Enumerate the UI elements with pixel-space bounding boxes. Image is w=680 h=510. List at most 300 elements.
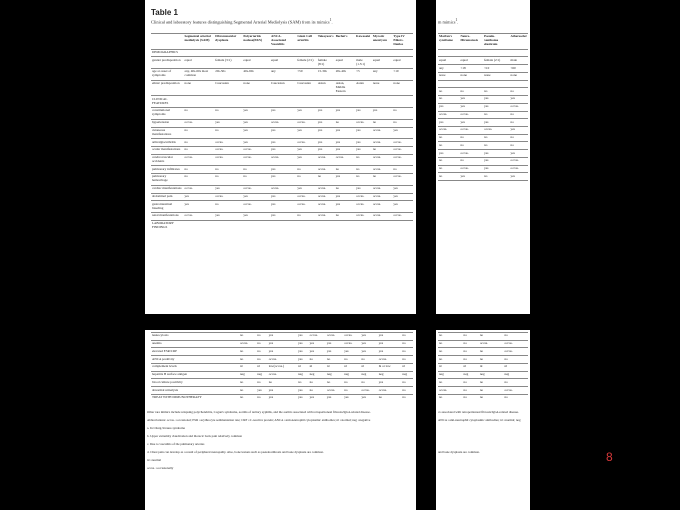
table-cell: yes: [378, 333, 402, 341]
table-cell: occas.: [296, 119, 317, 127]
table-row: [151, 119, 413, 127]
table-row: [151, 394, 413, 401]
table-cell: [438, 80, 460, 88]
footnote-line: and bone dysplasia are common.: [438, 450, 480, 454]
row-label: ocular manifestations: [151, 146, 184, 154]
table-cell: no: [510, 88, 528, 96]
table-cell: no: [438, 96, 460, 104]
table-cell: occas.: [360, 387, 377, 395]
table-cell: [270, 220, 296, 231]
table-cell: no: [463, 333, 479, 341]
table-title: Table 1: [151, 8, 178, 17]
table-row: [151, 166, 413, 174]
table-cell: occas.: [343, 333, 360, 341]
table-cell: occas.: [343, 340, 360, 348]
table-cell: [460, 49, 484, 57]
table-cell: yes: [270, 201, 296, 213]
table-cell: yes: [510, 150, 528, 158]
table-cell: Asian: [317, 80, 335, 96]
table-cell: yes: [317, 146, 335, 154]
table-cell: [317, 49, 335, 57]
table-cell: no: [239, 387, 256, 395]
table-cell: yes: [343, 394, 360, 401]
table-cell: no: [438, 165, 460, 173]
table-cell: yes: [335, 193, 355, 201]
table-cell: no: [479, 387, 504, 395]
table-cell: any: [372, 69, 393, 81]
table-cell: yes: [460, 103, 484, 111]
table-cell: yes: [270, 108, 296, 120]
table-cell: [270, 49, 296, 57]
column-header: Bechet's: [335, 34, 355, 50]
table-cell: no: [184, 166, 215, 174]
table-cell: nl: [401, 363, 413, 371]
table-page-bottom-left: [145, 330, 416, 510]
table-cell: occas.: [214, 193, 242, 201]
table-cell: occas.: [510, 157, 528, 165]
table-cell: occas.: [326, 387, 343, 395]
table-cell: yes: [309, 394, 326, 401]
table-cell: occas.: [317, 201, 335, 213]
table-cell: equal: [372, 57, 393, 69]
footnote-line: occas. =occasionally: [147, 466, 174, 470]
table-cell: no: [296, 166, 317, 174]
table-cell: occas.: [372, 154, 393, 166]
table-cell: yes: [270, 212, 296, 220]
row-label: pulmonary infiltrates: [151, 166, 184, 174]
table-row: [438, 103, 528, 111]
section-row: [438, 181, 528, 188]
table-cell: no: [343, 379, 360, 387]
table-cell: nl: [479, 363, 504, 371]
table-cell: 40s-60s: [242, 69, 270, 81]
table-cell: no: [239, 379, 256, 387]
table-cell: no: [479, 333, 504, 341]
table-cell: no: [438, 356, 463, 364]
table-cell: yes: [296, 154, 317, 166]
table-cell: yes: [268, 340, 297, 348]
footnote-line: b. Upper extremity claudication and thoracic back pain relatively common: [147, 434, 242, 438]
table-cell: yes: [355, 108, 372, 120]
table-cell: no: [184, 108, 215, 120]
table-cell: no: [214, 166, 242, 174]
table-row: [438, 119, 528, 127]
table-row: [151, 57, 413, 69]
table-cell: yes: [335, 201, 355, 213]
table-cell: yes: [355, 185, 372, 193]
table-cell: yes: [242, 212, 270, 220]
table-cell: Caucasian: [296, 80, 317, 96]
table-row: [151, 185, 413, 193]
table-cell: yes: [378, 348, 402, 356]
table-cell: yes: [297, 356, 309, 364]
table-cell: yes: [268, 387, 297, 395]
table-cell: 15-30s: [317, 69, 335, 81]
table-cell: occas.: [184, 185, 215, 193]
section-row: [151, 96, 413, 108]
column-header: Giant Cell arteritis: [296, 34, 317, 50]
table-row: [438, 363, 528, 371]
table-cell: no: [479, 348, 504, 356]
table-cell: yes: [242, 193, 270, 201]
table-cell: no: [438, 340, 463, 348]
row-label: cutaneous manifestations: [151, 127, 184, 139]
table-cell: yes: [296, 127, 317, 139]
row-label: hepatitis B surface antigen: [151, 371, 239, 379]
table-row: [151, 348, 413, 356]
table-cell: nl: [503, 363, 528, 371]
table-cell: Asian: [355, 80, 372, 96]
table-cell: occas.: [184, 212, 215, 220]
table-cell: no: [184, 174, 215, 186]
table-cell: yes: [438, 150, 460, 158]
table-cell: [372, 220, 393, 231]
table-cell: no: [309, 379, 326, 387]
table-cell: yes: [360, 348, 377, 356]
table-cell: <18: [460, 65, 484, 73]
table-cell: <50: [296, 69, 317, 81]
table-cell: occas.: [317, 193, 335, 201]
table-cell: no: [317, 174, 335, 186]
table-row: [151, 356, 413, 364]
table-cell: no: [460, 142, 484, 150]
column-header: Type IV Ehlers-Danlos: [392, 34, 413, 50]
row-label: hypertension: [151, 119, 184, 127]
table-cell: equal: [438, 57, 460, 65]
table-cell: none: [483, 72, 509, 80]
table-cell: no: [438, 173, 460, 181]
table-cell: equal: [242, 57, 270, 69]
section-row: [438, 49, 528, 57]
table-cell: occas.: [355, 119, 372, 127]
footnote-line: c. Due to vasculitis of the pulmonary arteries: [147, 442, 205, 446]
header-row: [151, 34, 413, 50]
table-cell: occas.: [239, 340, 256, 348]
table-cell: yes: [335, 139, 355, 147]
table-cell: [214, 49, 242, 57]
table-cell: no: [463, 394, 479, 401]
table-cell: yes: [483, 150, 509, 158]
table-cell: yes: [309, 340, 326, 348]
table-cell: [242, 220, 270, 231]
table-cell: occas.: [242, 146, 270, 154]
table-row: [438, 333, 528, 341]
table-cell: occas.: [392, 212, 413, 220]
table-cell: neg: [438, 371, 463, 379]
table-cell: [372, 96, 393, 108]
table-cell: [392, 96, 413, 108]
table-cell: nl: [326, 363, 343, 371]
table-cell: occas.: [372, 201, 393, 213]
table-cell: no: [242, 166, 270, 174]
row-label: arthralgia/arthritis: [151, 139, 184, 147]
features-table-top-right: [438, 33, 528, 188]
table-cell: occas.: [460, 165, 484, 173]
table-cell: no: [401, 387, 413, 395]
table-cell: yes: [483, 165, 509, 173]
table-cell: [317, 220, 335, 231]
table-cell: neg: [401, 371, 413, 379]
table-cell: yes: [510, 173, 528, 181]
table-cell: no: [483, 142, 509, 150]
table-cell: no: [463, 340, 479, 348]
table-cell: yes: [483, 96, 509, 104]
table-cell: yes: [335, 174, 355, 186]
table-cell: no: [214, 108, 242, 120]
table-cell: no: [479, 379, 504, 387]
footnote-line: Abbreviations: occas. =occasional; ESR =erythrocyte sedimentation rate; CRP =C-reactive protein; ANCA =anti-neutrophil cytoplasmic antibodies; nl =normal; neg =negative: [147, 418, 371, 422]
table-cell: yes: [510, 96, 528, 104]
table-cell: yes: [242, 127, 270, 139]
table-cell: no: [438, 348, 463, 356]
table-cell: occas.: [503, 348, 528, 356]
table-cell: equal: [460, 57, 484, 65]
table-cell: neg: [239, 371, 256, 379]
table-cell: no: [463, 356, 479, 364]
table-cell: no: [343, 356, 360, 364]
table-row: [151, 108, 413, 120]
table-cell: yes: [483, 119, 509, 127]
footnote-line: nl =normal: [147, 458, 162, 462]
table-cell: no: [510, 111, 528, 119]
table-cell: occas.: [317, 212, 335, 220]
table-caption-continued: m mimics$^1$.: [438, 18, 459, 25]
table-cell: nl: [343, 363, 360, 371]
table-cell: no: [214, 174, 242, 186]
table-cell: no: [184, 127, 215, 139]
table-cell: yes: [184, 193, 215, 201]
row-label: TREAT WITH IMMUNOTHERAPY: [151, 394, 239, 401]
table-cell: occas.: [296, 193, 317, 201]
table-row: [151, 146, 413, 154]
table-cell: occas.: [392, 146, 413, 154]
table-cell: yes: [372, 108, 393, 120]
table-cell: occas.: [317, 185, 335, 193]
table-cell: no: [401, 394, 413, 401]
table-row: [438, 111, 528, 119]
table-cell: occas.: [184, 154, 215, 166]
row-label: abnormal urinalysis: [151, 387, 239, 395]
table-cell: yes: [392, 185, 413, 193]
table-cell: female (3:1): [214, 57, 242, 69]
table-row: [438, 142, 528, 150]
column-header: Atheroscler: [510, 34, 528, 50]
table-cell: no: [296, 174, 317, 186]
table-cell: [460, 181, 484, 188]
table-row: [151, 127, 413, 139]
table-cell: neg: [297, 371, 309, 379]
table-cell: no: [372, 174, 393, 186]
page-number: 8: [606, 450, 613, 464]
table-cell: neg: [378, 371, 402, 379]
table-cell: no: [214, 201, 242, 213]
table-cell: no: [483, 111, 509, 119]
table-cell: neg: [360, 371, 377, 379]
table-cell: no: [401, 348, 413, 356]
table-cell: occas.: [483, 126, 509, 134]
table-row: [438, 96, 528, 104]
table-cell: occas.: [438, 111, 460, 119]
table-cell: no: [239, 394, 256, 401]
table-cell: any: [270, 69, 296, 81]
table-cell: occas.: [317, 166, 335, 174]
column-header: Polyarteritis nodosa(PAN): [242, 34, 270, 50]
table-cell: yes: [184, 201, 215, 213]
table-cell: [438, 181, 460, 188]
table-cell: yes: [483, 157, 509, 165]
features-table-bottom: [151, 332, 413, 402]
table-row: [151, 201, 413, 213]
table-cell: yes: [297, 340, 309, 348]
row-label: gastrointestinal bleeding: [151, 201, 184, 213]
table-cell: no: [355, 174, 372, 186]
table-cell: occas.: [503, 387, 528, 395]
table-cell: yes: [296, 185, 317, 193]
table-row: [438, 126, 528, 134]
table-cell: female (8:1): [317, 57, 335, 69]
table-cell: no: [184, 146, 215, 154]
table-cell: yes: [270, 146, 296, 154]
row-label: blood culture positivity: [151, 379, 239, 387]
table-cell: no: [256, 379, 268, 387]
table-cell: equal: [184, 57, 215, 69]
row-label: ANCA positivity: [151, 356, 239, 364]
table-cell: yes: [296, 108, 317, 120]
table-cell: occas.: [242, 185, 270, 193]
table-cell: nl: [463, 363, 479, 371]
table-cell: no: [309, 356, 326, 364]
table-cell: yes: [438, 103, 460, 111]
table-cell: no: [503, 356, 528, 364]
table-cell: nl: [360, 363, 377, 371]
table-cell: yes: [378, 379, 402, 387]
table-cell: occas.: [372, 212, 393, 220]
table-cell: no: [438, 394, 463, 401]
table-row: [151, 212, 413, 220]
table-cell: male (1.5:1): [355, 57, 372, 69]
features-table-bottom-right: [438, 332, 528, 402]
footnote-line: ANCA =anti-neutrophil cytoplasmic antibodies; nl =normal; neg: [438, 418, 521, 422]
row-label: LABORATORY FINDINGS: [151, 220, 184, 231]
table-cell: no: [326, 356, 343, 364]
table-cell: [270, 96, 296, 108]
table-cell: yes: [392, 127, 413, 139]
table-page-bottom-right: [436, 330, 530, 510]
table-cell: no: [242, 174, 270, 186]
table-cell: neg: [479, 371, 504, 379]
table-cell: yes: [270, 139, 296, 147]
table-cell: yes: [270, 174, 296, 186]
table-cell: no: [392, 108, 413, 120]
row-label: DEMOGRAPHICS: [151, 49, 184, 57]
table-row: [438, 65, 528, 73]
table-cell: [392, 220, 413, 231]
table-cell: occas.: [214, 146, 242, 154]
table-cell: yes: [297, 333, 309, 341]
table-cell: no: [355, 154, 372, 166]
table-cell: yes: [360, 340, 377, 348]
footnote-line: a. In Churg-Strauss syndrome: [147, 426, 186, 430]
table-cell: no: [460, 157, 484, 165]
table-cell: yes: [297, 348, 309, 356]
table-cell: no: [256, 348, 268, 356]
table-row: [438, 340, 528, 348]
table-cell: no: [460, 134, 484, 142]
table-cell: occas.: [510, 103, 528, 111]
table-cell: no: [239, 348, 256, 356]
table-cell: yes: [317, 108, 335, 120]
table-cell: equal: [335, 57, 355, 69]
table-row: [438, 348, 528, 356]
table-cell: male: [510, 57, 528, 65]
table-cell: no: [335, 119, 355, 127]
row-label: CLINICAL FEATURES: [151, 96, 184, 108]
table-cell: [296, 49, 317, 57]
table-cell: no: [483, 88, 509, 96]
table-cell: yes: [297, 394, 309, 401]
table-cell: [355, 49, 372, 57]
column-header: ANCA-Associated Vasculitis: [270, 34, 296, 50]
table-row: [151, 80, 413, 96]
table-cell: yes: [326, 348, 343, 356]
table-cell: [355, 96, 372, 108]
column-header: Mycotic aneurysm: [372, 34, 393, 50]
table-cell: [242, 96, 270, 108]
table-cell: occas.: [460, 111, 484, 119]
table-cell: occas.: [503, 340, 528, 348]
table-caption: Clinical and laboratory features distinguishing Segmental Arterial Mediolysis (SAM) from its mimics$^1$.: [151, 18, 333, 25]
table-cell: occas.: [460, 150, 484, 158]
table-cell: yes: [378, 340, 402, 348]
table-cell: yes: [335, 146, 355, 154]
table-cell: low(occas.): [268, 363, 297, 371]
table-cell: Asian, Middle Eastern: [335, 80, 355, 96]
table-cell: no: [503, 394, 528, 401]
table-cell: yes: [270, 127, 296, 139]
table-cell: no: [438, 88, 460, 96]
table-cell: none: [184, 80, 215, 96]
table-cell: occas.: [378, 356, 402, 364]
table-cell: nl: [438, 363, 463, 371]
table-row: [438, 88, 528, 96]
table-cell: occas.: [335, 154, 355, 166]
table-cell: occas.: [392, 139, 413, 147]
table-cell: <60: [510, 65, 528, 73]
column-header: Fibromuscular dysplasia: [214, 34, 242, 50]
table-cell: [214, 220, 242, 231]
table-cell: neg: [503, 371, 528, 379]
table-cell: yes: [242, 108, 270, 120]
table-cell: no: [392, 166, 413, 174]
table-cell: no: [239, 333, 256, 341]
table-row: [438, 173, 528, 181]
table-cell: occas.: [392, 174, 413, 186]
table-cell: occas.: [270, 185, 296, 193]
table-cell: no: [479, 356, 504, 364]
table-cell: yes: [326, 394, 343, 401]
table-cell: [372, 49, 393, 57]
table-cell: [242, 49, 270, 57]
table-cell: [184, 220, 215, 231]
row-label: pulmonary hemorrhage: [151, 174, 184, 186]
table-row: [151, 69, 413, 81]
table-cell: yes: [268, 394, 297, 401]
table-row: [438, 57, 528, 65]
table-cell: yes: [335, 127, 355, 139]
table-cell: no: [309, 387, 326, 395]
table-cell: no: [335, 185, 355, 193]
row-label: ethnic predisposition: [151, 80, 184, 96]
